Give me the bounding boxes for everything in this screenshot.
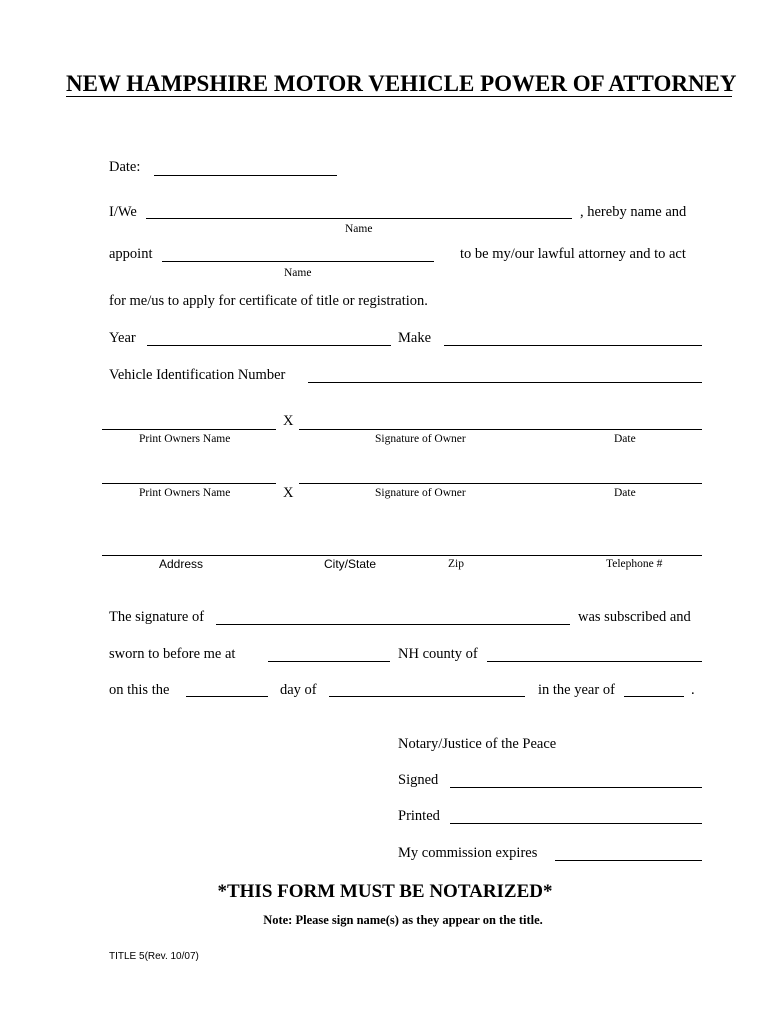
notarized-notice: *THIS FORM MUST BE NOTARIZED* bbox=[217, 881, 553, 902]
signed-label: Signed bbox=[398, 772, 439, 788]
make-field[interactable] bbox=[444, 345, 702, 346]
owner-names-field[interactable] bbox=[146, 218, 572, 219]
signature-of-label: The signature of bbox=[109, 609, 205, 625]
name-caption-1: Name bbox=[345, 223, 373, 235]
hereby-text: , hereby name and bbox=[580, 204, 687, 220]
owner-signature-field-2[interactable] bbox=[299, 483, 702, 484]
subscribed-text: was subscribed and bbox=[578, 609, 691, 625]
print-owner-caption-1: Print Owners Name bbox=[139, 433, 231, 445]
notary-signed-field[interactable] bbox=[450, 787, 702, 788]
commission-expires-field[interactable] bbox=[555, 860, 702, 861]
date-label: Date: bbox=[109, 159, 141, 175]
print-owner-name-field-2[interactable] bbox=[102, 483, 276, 484]
iwe-label: I/We bbox=[109, 204, 137, 220]
month-field[interactable] bbox=[329, 696, 525, 697]
sworn-label: sworn to before me at bbox=[109, 646, 236, 662]
telephone-caption: Telephone # bbox=[606, 558, 663, 570]
county-field[interactable] bbox=[487, 661, 702, 662]
make-label: Make bbox=[398, 330, 432, 346]
sign-note: Note: Please sign name(s) as they appear on the title. bbox=[263, 913, 543, 927]
city-state-caption: City/State bbox=[324, 557, 377, 571]
notary-title: Notary/Justice of the Peace bbox=[398, 736, 557, 752]
address-field[interactable] bbox=[102, 555, 702, 556]
period: . bbox=[691, 682, 695, 698]
print-owner-name-field-1[interactable] bbox=[102, 429, 276, 430]
name-caption-2: Name bbox=[284, 267, 312, 279]
on-this-label: on this the bbox=[109, 682, 170, 698]
date-caption-1: Date bbox=[614, 433, 636, 445]
date-caption-2: Date bbox=[614, 487, 636, 499]
vin-field[interactable] bbox=[308, 382, 702, 383]
date-field[interactable] bbox=[154, 175, 337, 176]
owner-signature-field-1[interactable] bbox=[299, 429, 702, 430]
attorney-name-field[interactable] bbox=[162, 261, 434, 262]
signature-of-field[interactable] bbox=[216, 624, 570, 625]
year-label: Year bbox=[109, 330, 136, 346]
form-id: TITLE 5(Rev. 10/07) bbox=[109, 951, 199, 962]
sworn-location-field[interactable] bbox=[268, 661, 390, 662]
year-of-label: in the year of bbox=[538, 682, 615, 698]
printed-label: Printed bbox=[398, 808, 440, 824]
day-of-label: day of bbox=[280, 682, 317, 698]
apply-text: for me/us to apply for certificate of title or registration. bbox=[109, 293, 428, 309]
vin-label: Vehicle Identification Number bbox=[109, 367, 286, 383]
county-label: NH county of bbox=[398, 646, 478, 662]
x-mark-2: X bbox=[283, 485, 294, 501]
notary-printed-field[interactable] bbox=[450, 823, 702, 824]
print-owner-caption-2: Print Owners Name bbox=[139, 487, 231, 499]
appoint-label: appoint bbox=[109, 246, 153, 262]
attorney-text: to be my/our lawful attorney and to act bbox=[460, 246, 686, 262]
notary-year-field[interactable] bbox=[624, 696, 684, 697]
zip-caption: Zip bbox=[448, 558, 464, 570]
year-field[interactable] bbox=[147, 345, 391, 346]
signature-caption-2: Signature of Owner bbox=[375, 487, 466, 499]
day-field[interactable] bbox=[186, 696, 268, 697]
address-caption: Address bbox=[159, 557, 204, 571]
signature-caption-1: Signature of Owner bbox=[375, 433, 466, 445]
title-underline bbox=[66, 96, 732, 97]
commission-label: My commission expires bbox=[398, 845, 538, 861]
page-title: NEW HAMPSHIRE MOTOR VEHICLE POWER OF ATTORNEY bbox=[66, 71, 737, 96]
x-mark-1: X bbox=[283, 413, 294, 429]
